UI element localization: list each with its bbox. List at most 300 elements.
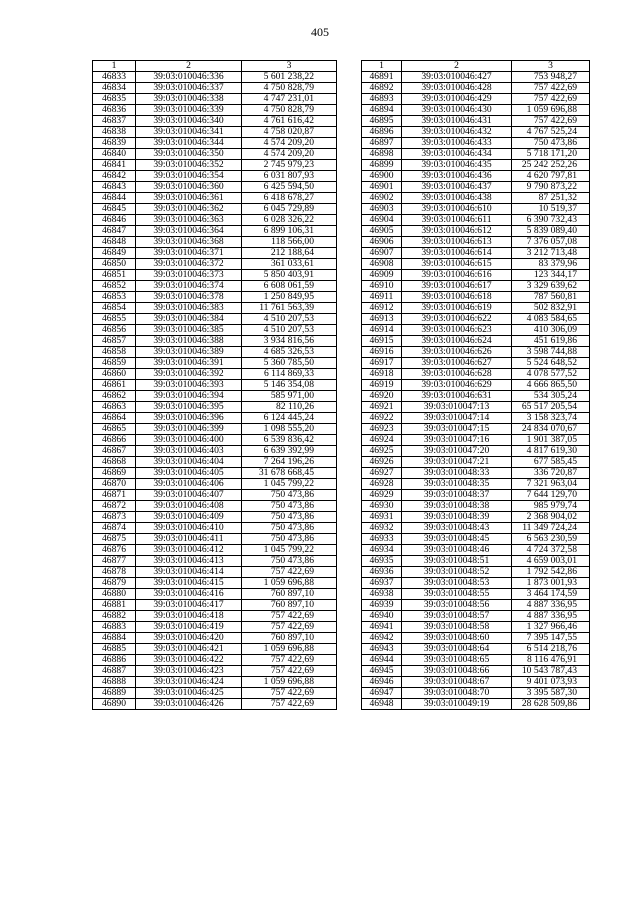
row-number-cell: 46932 — [362, 523, 402, 534]
row-number-cell: 46870 — [93, 479, 136, 490]
row-number-cell: 46912 — [362, 303, 402, 314]
value-cell: 7 395 147,55 — [512, 633, 590, 644]
cadastral-number-cell: 39:03:010046:623 — [402, 325, 512, 336]
value-cell: 6 539 836,42 — [242, 435, 337, 446]
value-cell: 87 251,32 — [512, 193, 590, 204]
row-number-cell: 46889 — [93, 688, 136, 699]
table-row — [93, 611, 337, 622]
row-number-cell: 46934 — [362, 545, 402, 556]
cadastral-number-cell: 39:03:010046:436 — [402, 171, 512, 182]
cadastral-number-cell: 39:03:010046:389 — [136, 347, 242, 358]
value-cell: 7 264 196,26 — [242, 457, 337, 468]
value-cell: 4 750 828,79 — [242, 105, 337, 116]
table-row — [362, 468, 590, 479]
cadastral-number-cell: 39:03:010046:614 — [402, 248, 512, 259]
value-cell: 1 873 001,93 — [512, 578, 590, 589]
table-row — [93, 677, 337, 688]
row-number-cell: 46856 — [93, 325, 136, 336]
table-row — [362, 512, 590, 523]
table-row — [362, 193, 590, 204]
row-number-cell: 46836 — [93, 105, 136, 116]
cadastral-number-cell: 39:03:010048:53 — [402, 578, 512, 589]
value-cell: 4 510 207,53 — [242, 314, 337, 325]
table-row — [362, 325, 590, 336]
value-cell: 757 422,69 — [242, 699, 337, 710]
table-row — [362, 116, 590, 127]
value-cell: 4 574 209,20 — [242, 149, 337, 160]
row-number-cell: 46888 — [93, 677, 136, 688]
value-cell: 5 718 171,20 — [512, 149, 590, 160]
cadastral-number-cell: 39:03:010046:361 — [136, 193, 242, 204]
cadastral-number-cell: 39:03:010048:67 — [402, 677, 512, 688]
row-number-cell: 46839 — [93, 138, 136, 149]
row-number-cell: 46947 — [362, 688, 402, 699]
cadastral-number-cell: 39:03:010047:21 — [402, 457, 512, 468]
cadastral-number-cell: 39:03:010046:391 — [136, 358, 242, 369]
column-header-1: 1 — [362, 61, 402, 72]
cadastral-number-cell: 39:03:010046:417 — [136, 600, 242, 611]
value-cell: 118 566,00 — [242, 237, 337, 248]
cadastral-number-cell: 39:03:010046:611 — [402, 215, 512, 226]
table-row — [93, 413, 337, 424]
table-row — [93, 94, 337, 105]
row-number-cell: 46929 — [362, 490, 402, 501]
table-row — [362, 314, 590, 325]
value-cell: 8 116 476,91 — [512, 655, 590, 666]
value-cell: 757 422,69 — [242, 622, 337, 633]
row-number-cell: 46906 — [362, 237, 402, 248]
row-number-cell: 46847 — [93, 226, 136, 237]
table-row — [362, 226, 590, 237]
value-cell: 4 078 577,52 — [512, 369, 590, 380]
table-row — [93, 655, 337, 666]
value-cell: 4 817 619,30 — [512, 446, 590, 457]
cadastral-number-cell: 39:03:010046:421 — [136, 644, 242, 655]
row-number-cell: 46917 — [362, 358, 402, 369]
value-cell: 6 114 869,33 — [242, 369, 337, 380]
cadastral-number-cell: 39:03:010048:65 — [402, 655, 512, 666]
row-number-cell: 46846 — [93, 215, 136, 226]
row-number-cell: 46884 — [93, 633, 136, 644]
cadastral-number-cell: 39:03:010048:52 — [402, 567, 512, 578]
table-row — [362, 413, 590, 424]
table-row — [93, 325, 337, 336]
value-cell: 11 761 563,39 — [242, 303, 337, 314]
table-row — [362, 424, 590, 435]
cadastral-number-cell: 39:03:010048:33 — [402, 468, 512, 479]
cadastral-number-cell: 39:03:010046:403 — [136, 446, 242, 457]
value-cell: 451 619,86 — [512, 336, 590, 347]
row-number-cell: 46898 — [362, 149, 402, 160]
table-row — [93, 666, 337, 677]
table-row — [93, 699, 337, 710]
value-cell: 6 608 061,59 — [242, 281, 337, 292]
cadastral-number-cell: 39:03:010046:362 — [136, 204, 242, 215]
row-number-cell: 46895 — [362, 116, 402, 127]
cadastral-number-cell: 39:03:010046:430 — [402, 105, 512, 116]
value-cell: 985 979,74 — [512, 501, 590, 512]
row-number-cell: 46855 — [93, 314, 136, 325]
table-row — [362, 589, 590, 600]
row-number-cell: 46841 — [93, 160, 136, 171]
value-cell: 4 767 525,24 — [512, 127, 590, 138]
row-number-cell: 46902 — [362, 193, 402, 204]
cadastral-number-cell: 39:03:010046:422 — [136, 655, 242, 666]
value-cell: 24 834 070,67 — [512, 424, 590, 435]
row-number-cell: 46863 — [93, 402, 136, 413]
table-row — [93, 182, 337, 193]
table-row — [362, 182, 590, 193]
cadastral-number-cell: 39:03:010046:615 — [402, 259, 512, 270]
cadastral-number-cell: 39:03:010046:388 — [136, 336, 242, 347]
table-row — [362, 347, 590, 358]
table-row — [93, 292, 337, 303]
value-cell: 336 720,87 — [512, 468, 590, 479]
row-number-cell: 46901 — [362, 182, 402, 193]
row-number-cell: 46834 — [93, 83, 136, 94]
row-number-cell: 46886 — [93, 655, 136, 666]
cadastral-number-cell: 39:03:010046:413 — [136, 556, 242, 567]
cadastral-number-cell: 39:03:010047:15 — [402, 424, 512, 435]
value-cell: 757 422,69 — [242, 688, 337, 699]
value-cell: 25 242 252,26 — [512, 160, 590, 171]
value-cell: 6 390 732,43 — [512, 215, 590, 226]
row-number-cell: 46850 — [93, 259, 136, 270]
row-number-cell: 46885 — [93, 644, 136, 655]
row-number-cell: 46877 — [93, 556, 136, 567]
cadastral-number-cell: 39:03:010046:629 — [402, 380, 512, 391]
cadastral-number-cell: 39:03:010046:408 — [136, 501, 242, 512]
row-number-cell: 46918 — [362, 369, 402, 380]
value-cell: 65 517 205,54 — [512, 402, 590, 413]
cadastral-number-cell: 39:03:010046:423 — [136, 666, 242, 677]
value-cell: 757 422,69 — [242, 666, 337, 677]
cadastral-number-cell: 39:03:010046:438 — [402, 193, 512, 204]
cadastral-number-cell: 39:03:010046:337 — [136, 83, 242, 94]
value-cell: 1 059 696,88 — [242, 644, 337, 655]
cadastral-number-cell: 39:03:010046:616 — [402, 270, 512, 281]
page-number: 405 — [311, 25, 329, 39]
table-row — [93, 479, 337, 490]
cadastral-number-cell: 39:03:010048:57 — [402, 611, 512, 622]
table-row — [93, 314, 337, 325]
row-number-cell: 46844 — [93, 193, 136, 204]
value-cell: 5 839 089,40 — [512, 226, 590, 237]
row-number-cell: 46940 — [362, 611, 402, 622]
value-cell: 4 758 020,87 — [242, 127, 337, 138]
value-cell: 6 124 445,24 — [242, 413, 337, 424]
cadastral-number-cell: 39:03:010046:364 — [136, 226, 242, 237]
row-number-cell: 46866 — [93, 435, 136, 446]
row-number-cell: 46928 — [362, 479, 402, 490]
value-cell: 757 422,69 — [512, 94, 590, 105]
row-number-cell: 46936 — [362, 567, 402, 578]
table-row — [362, 655, 590, 666]
value-cell: 750 473,86 — [242, 556, 337, 567]
cadastral-number-cell: 39:03:010048:45 — [402, 534, 512, 545]
value-cell: 750 473,86 — [512, 138, 590, 149]
row-number-cell: 46871 — [93, 490, 136, 501]
row-number-cell: 46867 — [93, 446, 136, 457]
cadastral-number-cell: 39:03:010046:372 — [136, 259, 242, 270]
row-number-cell: 46859 — [93, 358, 136, 369]
cadastral-number-cell: 39:03:010048:55 — [402, 589, 512, 600]
row-number-cell: 46927 — [362, 468, 402, 479]
value-cell: 4 887 336,95 — [512, 600, 590, 611]
row-number-cell: 46945 — [362, 666, 402, 677]
row-number-cell: 46845 — [93, 204, 136, 215]
row-number-cell: 46882 — [93, 611, 136, 622]
value-cell: 3 395 587,30 — [512, 688, 590, 699]
cadastral-number-cell: 39:03:010046:407 — [136, 490, 242, 501]
table-row — [362, 523, 590, 534]
cadastral-number-cell: 39:03:010046:618 — [402, 292, 512, 303]
table-row — [362, 435, 590, 446]
row-number-cell: 46851 — [93, 270, 136, 281]
value-cell: 1 045 799,22 — [242, 545, 337, 556]
value-cell: 2 745 979,23 — [242, 160, 337, 171]
cadastral-number-cell: 39:03:010046:624 — [402, 336, 512, 347]
row-number-cell: 46887 — [93, 666, 136, 677]
row-number-cell: 46897 — [362, 138, 402, 149]
cadastral-number-cell: 39:03:010046:427 — [402, 72, 512, 83]
value-cell: 4 750 828,79 — [242, 83, 337, 94]
table-row — [362, 688, 590, 699]
row-number-cell: 46833 — [93, 72, 136, 83]
table-row — [93, 644, 337, 655]
row-number-cell: 46914 — [362, 325, 402, 336]
value-cell: 3 598 744,88 — [512, 347, 590, 358]
value-cell: 3 934 816,56 — [242, 336, 337, 347]
value-cell: 760 897,10 — [242, 600, 337, 611]
value-cell: 1 059 696,88 — [512, 105, 590, 116]
row-number-cell: 46838 — [93, 127, 136, 138]
table-row — [362, 215, 590, 226]
header-row — [93, 61, 337, 72]
value-cell: 10 519,37 — [512, 204, 590, 215]
cadastral-number-cell: 39:03:010046:383 — [136, 303, 242, 314]
row-number-cell: 46930 — [362, 501, 402, 512]
row-number-cell: 46852 — [93, 281, 136, 292]
row-number-cell: 46842 — [93, 171, 136, 182]
table-row — [93, 534, 337, 545]
value-cell: 534 305,24 — [512, 391, 590, 402]
cadastral-number-cell: 39:03:010046:425 — [136, 688, 242, 699]
value-cell: 7 376 057,08 — [512, 237, 590, 248]
table-row — [362, 457, 590, 468]
table-row — [362, 149, 590, 160]
table-row — [93, 457, 337, 468]
cadastral-number-cell: 39:03:010046:399 — [136, 424, 242, 435]
value-cell: 212 188,64 — [242, 248, 337, 259]
table-row — [362, 171, 590, 182]
row-number-cell: 46865 — [93, 424, 136, 435]
table-row — [362, 160, 590, 171]
cadastral-number-cell: 39:03:010046:610 — [402, 204, 512, 215]
row-number-cell: 46904 — [362, 215, 402, 226]
row-number-cell: 46835 — [93, 94, 136, 105]
table-row — [362, 644, 590, 655]
cadastral-number-cell: 39:03:010046:384 — [136, 314, 242, 325]
value-cell: 1 059 696,88 — [242, 677, 337, 688]
value-cell: 5 850 403,91 — [242, 270, 337, 281]
cadastral-number-cell: 39:03:010048:37 — [402, 490, 512, 501]
value-cell: 4 666 865,50 — [512, 380, 590, 391]
table-row — [362, 479, 590, 490]
value-cell: 3 212 713,48 — [512, 248, 590, 259]
value-cell: 6 425 594,50 — [242, 182, 337, 193]
cadastral-number-cell: 39:03:010046:612 — [402, 226, 512, 237]
cadastral-number-cell: 39:03:010048:43 — [402, 523, 512, 534]
row-number-cell: 46946 — [362, 677, 402, 688]
value-cell: 6 639 392,99 — [242, 446, 337, 457]
cadastral-number-cell: 39:03:010046:418 — [136, 611, 242, 622]
table-row — [93, 149, 337, 160]
left-data-table — [92, 60, 337, 710]
cadastral-number-cell: 39:03:010046:378 — [136, 292, 242, 303]
table-row — [93, 138, 337, 149]
value-cell: 4 887 336,95 — [512, 611, 590, 622]
table-row — [362, 622, 590, 633]
table-row — [362, 138, 590, 149]
cadastral-number-cell: 39:03:010046:405 — [136, 468, 242, 479]
cadastral-number-cell: 39:03:010046:394 — [136, 391, 242, 402]
value-cell: 2 368 904,02 — [512, 512, 590, 523]
value-cell: 10 543 787,43 — [512, 666, 590, 677]
table-row — [362, 369, 590, 380]
row-number-cell: 46860 — [93, 369, 136, 380]
table-row — [93, 622, 337, 633]
value-cell: 760 897,10 — [242, 633, 337, 644]
cadastral-number-cell: 39:03:010048:64 — [402, 644, 512, 655]
value-cell: 123 344,17 — [512, 270, 590, 281]
cadastral-number-cell: 39:03:010046:409 — [136, 512, 242, 523]
table-row — [362, 567, 590, 578]
value-cell: 757 422,69 — [512, 83, 590, 94]
column-header-3: 3 — [512, 61, 590, 72]
table-row — [93, 270, 337, 281]
row-number-cell: 46890 — [93, 699, 136, 710]
table-row — [362, 204, 590, 215]
column-header-1: 1 — [93, 61, 136, 72]
table-row — [93, 490, 337, 501]
table-row — [93, 116, 337, 127]
cadastral-number-cell: 39:03:010046:414 — [136, 567, 242, 578]
value-cell: 750 473,86 — [242, 501, 337, 512]
cadastral-number-cell: 39:03:010048:60 — [402, 633, 512, 644]
value-cell: 750 473,86 — [242, 490, 337, 501]
cadastral-number-cell: 39:03:010048:38 — [402, 501, 512, 512]
right-data-table — [361, 60, 590, 710]
value-cell: 4 620 797,81 — [512, 171, 590, 182]
cadastral-number-cell: 39:03:010046:406 — [136, 479, 242, 490]
table-row — [93, 600, 337, 611]
row-number-cell: 46881 — [93, 600, 136, 611]
cadastral-number-cell: 39:03:010046:424 — [136, 677, 242, 688]
value-cell: 787 560,81 — [512, 292, 590, 303]
row-number-cell: 46923 — [362, 424, 402, 435]
row-number-cell: 46939 — [362, 600, 402, 611]
table-row — [362, 270, 590, 281]
cadastral-number-cell: 39:03:010046:373 — [136, 270, 242, 281]
cadastral-number-cell: 39:03:010046:395 — [136, 402, 242, 413]
row-number-cell: 46853 — [93, 292, 136, 303]
table-row — [362, 259, 590, 270]
row-number-cell: 46878 — [93, 567, 136, 578]
row-number-cell: 46862 — [93, 391, 136, 402]
value-cell: 750 473,86 — [242, 523, 337, 534]
row-number-cell: 46907 — [362, 248, 402, 259]
value-cell: 28 628 509,86 — [512, 699, 590, 710]
row-number-cell: 46873 — [93, 512, 136, 523]
cadastral-number-cell: 39:03:010046:400 — [136, 435, 242, 446]
row-number-cell: 46892 — [362, 83, 402, 94]
row-number-cell: 46941 — [362, 622, 402, 633]
table-row — [362, 391, 590, 402]
cadastral-number-cell: 39:03:010048:35 — [402, 479, 512, 490]
value-cell: 5 360 785,50 — [242, 358, 337, 369]
cadastral-number-cell: 39:03:010048:56 — [402, 600, 512, 611]
table-row — [362, 303, 590, 314]
table-row — [362, 127, 590, 138]
value-cell: 6 514 218,76 — [512, 644, 590, 655]
row-number-cell: 46874 — [93, 523, 136, 534]
cadastral-number-cell: 39:03:010046:411 — [136, 534, 242, 545]
table-row — [93, 523, 337, 534]
cadastral-number-cell: 39:03:010046:363 — [136, 215, 242, 226]
value-cell: 1 792 542,86 — [512, 567, 590, 578]
table-row — [362, 611, 590, 622]
table-row — [93, 105, 337, 116]
table-row — [93, 589, 337, 600]
cadastral-number-cell: 39:03:010046:619 — [402, 303, 512, 314]
row-number-cell: 46872 — [93, 501, 136, 512]
table-row — [93, 567, 337, 578]
value-cell: 5 601 238,22 — [242, 72, 337, 83]
table-row — [362, 402, 590, 413]
table-row — [93, 501, 337, 512]
table-row — [93, 226, 337, 237]
value-cell: 1 059 696,88 — [242, 578, 337, 589]
table-row — [93, 347, 337, 358]
table-row — [362, 600, 590, 611]
row-number-cell: 46879 — [93, 578, 136, 589]
row-number-cell: 46899 — [362, 160, 402, 171]
cadastral-number-cell: 39:03:010046:344 — [136, 138, 242, 149]
table-row — [362, 292, 590, 303]
value-cell: 753 948,27 — [512, 72, 590, 83]
row-number-cell: 46869 — [93, 468, 136, 479]
table-row — [93, 259, 337, 270]
table-row — [93, 402, 337, 413]
header-row — [362, 61, 590, 72]
value-cell: 1 327 966,46 — [512, 622, 590, 633]
table-row — [362, 534, 590, 545]
value-cell: 4 574 209,20 — [242, 138, 337, 149]
cadastral-number-cell: 39:03:010046:622 — [402, 314, 512, 325]
table-row — [93, 281, 337, 292]
table-row — [362, 699, 590, 710]
cadastral-number-cell: 39:03:010048:46 — [402, 545, 512, 556]
value-cell: 760 897,10 — [242, 589, 337, 600]
cadastral-number-cell: 39:03:010047:20 — [402, 446, 512, 457]
row-number-cell: 46942 — [362, 633, 402, 644]
row-number-cell: 46925 — [362, 446, 402, 457]
row-number-cell: 46913 — [362, 314, 402, 325]
table-row — [93, 391, 337, 402]
cadastral-number-cell: 39:03:010046:340 — [136, 116, 242, 127]
table-row — [93, 160, 337, 171]
